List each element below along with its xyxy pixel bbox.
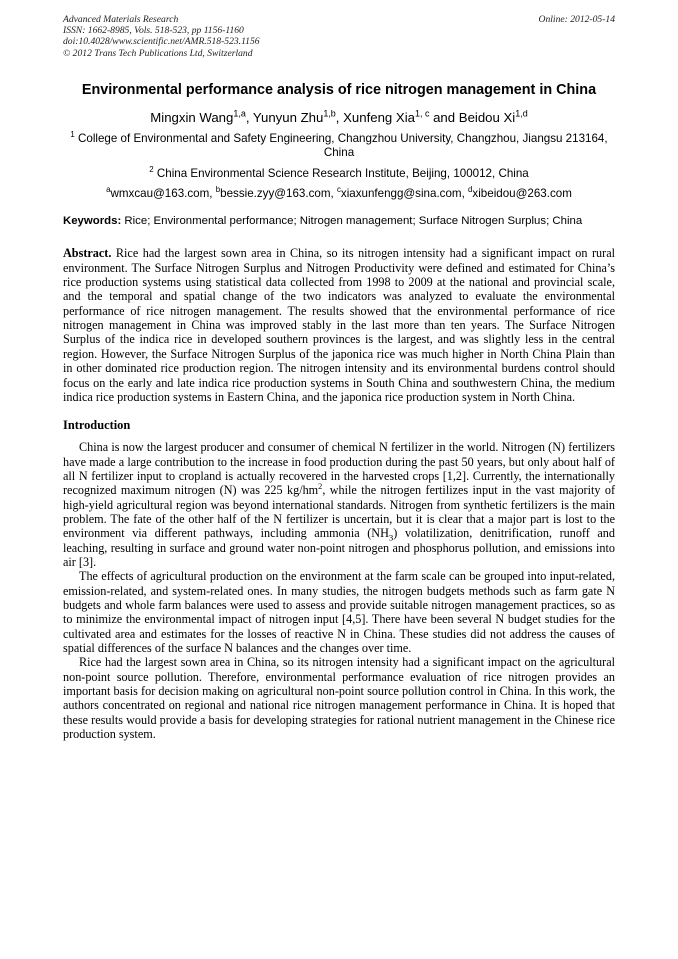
affiliation-2: $^2$ China Environmental Science Research Institute, Beijing, 100012, China xyxy=(149,164,529,180)
intro-paragraph-2: The effects of agricultural production on the environment at the farm scale can be grouped into input-related, emission-related, and system-related ones. In many studies, the nitrogen budgets methods such as farm gate N budgets and whole farm balances were used to assess and provide suitable nitrogen management practices, so as to minimize the environmental impact of nitrogen input [4,5]. There have been several N budget studies for the cultivated area and estimates for the losses of reactive N in China. These studies did not address the causes of spatial differences of the surface N balances and the changes over time. xyxy=(63,569,615,655)
author-list xyxy=(63,109,615,126)
intro-paragraph-1: China is now the largest producer and consumer of chemical N fertilizer in the world. Nitrogen (N) fertilizers have made a large contribution to the increase in food production during the past 50 years, but only about half of all N fertilizer input to cropland is actually recovered in the harvested crops [1,2]. Currently, the internationally recognized maximum nitrogen (N) was 225 $kg/hm^2$, while the nitrogen fertilizes input in the vast majority of high-yield agricultural region was beyond international standards. Nitrogen from synthetic fertilizers is the main problem. The fate of the other half of the N fertilizer is uncertain, but it is clear that a major part is lost to the environment via different pathways, including ammonia $(NH_3)$ volatilization, denitrification, runoff and leaching, resulting in surface and ground water non-point nitrogen and phosphorus pollution, and emissions into air [3]. xyxy=(63,440,616,569)
email[interactable]: $^d$xibeidou@263.com xyxy=(468,185,572,201)
journal-header xyxy=(63,14,615,59)
author: Yunyun Zhu$^{1,b}$, xyxy=(252,108,344,125)
paper-title: Environmental performance analysis of rice nitrogen management in China xyxy=(81,81,597,98)
journal-name: Advanced Materials Research xyxy=(63,14,179,25)
copyright-line: © 2012 Trans Tech Publications Ltd, Switzerland xyxy=(63,47,253,59)
keywords-text: Rice; Environmental performance; Nitrogen management; Surface Nitrogen Surplus; China xyxy=(124,214,583,227)
abstract xyxy=(63,246,615,404)
email[interactable]: $^c$xiaxunfengg@sina.com xyxy=(336,185,462,201)
author: Beidou Xi$^{1,d}$ xyxy=(458,108,528,125)
email-list: $^a$wmxcau@163.com, $^b$bessie.zyy@163.com, $^c$xiaxunfengg@sina.com, $^d$xibeidou@263.com xyxy=(106,185,572,201)
keywords-label: Keywords: xyxy=(63,214,122,227)
email[interactable]: $^b$bessie.zyy@163.com xyxy=(215,185,331,201)
keywords xyxy=(63,215,615,229)
issn-line: ISSN: 1662-8985, Vols. 518-523, pp 1156-1160 xyxy=(63,25,244,37)
section-heading-introduction: Introduction xyxy=(63,418,131,433)
affiliation-1: $^1$ College of Environmental and Safety Engineering, Changzhou University, Changzhou, Jiangsu 213164, China xyxy=(70,129,608,160)
author: Mingxin Wang$^{1,a}$, xyxy=(150,108,253,125)
abstract-label: Abstract. xyxy=(63,246,112,261)
doi-line[interactable]: doi:10.4028/www.scientific.net/AMR.518-523.1156 xyxy=(63,36,260,48)
email[interactable]: $^a$wmxcau@163.com xyxy=(106,185,210,201)
online-date: Online: 2012-05-14 xyxy=(538,14,615,25)
abstract-text: Rice had the largest sown area in China, so its nitrogen intensity had a significant impact on rural environment. The Surface Nitrogen Surplus and Nitrogen Productivity were defined and estimated for China’s rice production systems using statistical data collected from 1998 to 2009 at the national and provincial scale, and the temporal and spatial change of the two indicators was analyzed to evaluate the environmental performance of rice nitrogen management. The results showed that the environmental performance of rice nitrogen management in China was improved stably in the last more than ten years. The Surface Nitrogen Surplus of the indica rice in developed southern provinces is the largest, and was slightly less in the central region. However, the Surface Nitrogen Surplus of the japonica rice was much higher in North China Plain than in other dominated rice production region. The nitrogen intensity and its environmental burdens control should focus on the early and late indica rice production systems in South China and southwestern China, the medium indica rice production systems in Eastern China, and the japonica rice production system in North China. xyxy=(63,246,616,404)
intro-paragraph-3: Rice had the largest sown area in China, so its nitrogen intensity had a significant impact on the agricultural non-point source pollution. Therefore, environmental performance evaluation of rice nitrogen provides an important basis for decision making on agricultural non-point source pollution control in China. In this work, the authors concentrated on regional and national rice nitrogen management performance in China. It is hoped that these results would provide a basis for developing strategies for rational nutrient management in the Chinese rice production system. xyxy=(63,655,615,742)
paper-page xyxy=(63,14,615,741)
author: Xunfeng Xia$^{1, c}$ and xyxy=(343,108,459,125)
